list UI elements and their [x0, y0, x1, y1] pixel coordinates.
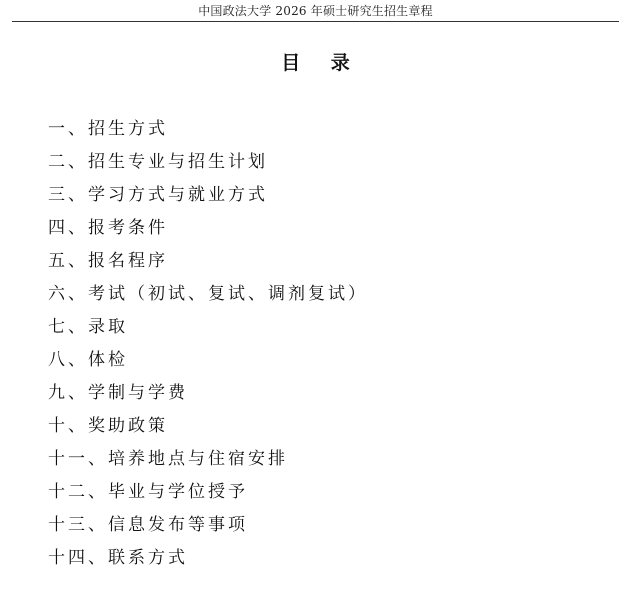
toc-item-study-and-employment-mode[interactable]: 三、学习方式与就业方式	[48, 185, 268, 205]
header-divider	[12, 21, 619, 22]
table-of-contents	[48, 116, 368, 578]
toc-item-eligibility[interactable]: 四、报考条件	[48, 218, 168, 238]
toc-item-admission[interactable]: 七、录取	[48, 317, 128, 337]
toc-title: 目 录	[281, 52, 362, 74]
toc-item-registration-procedure[interactable]: 五、报名程序	[48, 251, 168, 271]
toc-item-physical-exam[interactable]: 八、体检	[48, 350, 128, 370]
toc-item-graduation-and-degree[interactable]: 十二、毕业与学位授予	[48, 482, 248, 502]
toc-item-location-and-housing[interactable]: 十一、培养地点与住宿安排	[48, 449, 288, 469]
toc-item-contact[interactable]: 十四、联系方式	[48, 548, 188, 568]
toc-item-majors-and-plan[interactable]: 二、招生专业与招生计划	[48, 152, 268, 172]
toc-item-information-release[interactable]: 十三、信息发布等事项	[48, 515, 248, 535]
toc-item-duration-and-tuition[interactable]: 九、学制与学费	[48, 383, 188, 403]
toc-item-scholarships[interactable]: 十、奖助政策	[48, 416, 168, 436]
running-header: 中国政法大学 2026 年硕士研究生招生章程	[198, 4, 433, 18]
toc-item-examinations[interactable]: 六、考试（初试、复试、调剂复试）	[48, 284, 368, 304]
toc-item-admission-method[interactable]: 一、招生方式	[48, 119, 168, 139]
